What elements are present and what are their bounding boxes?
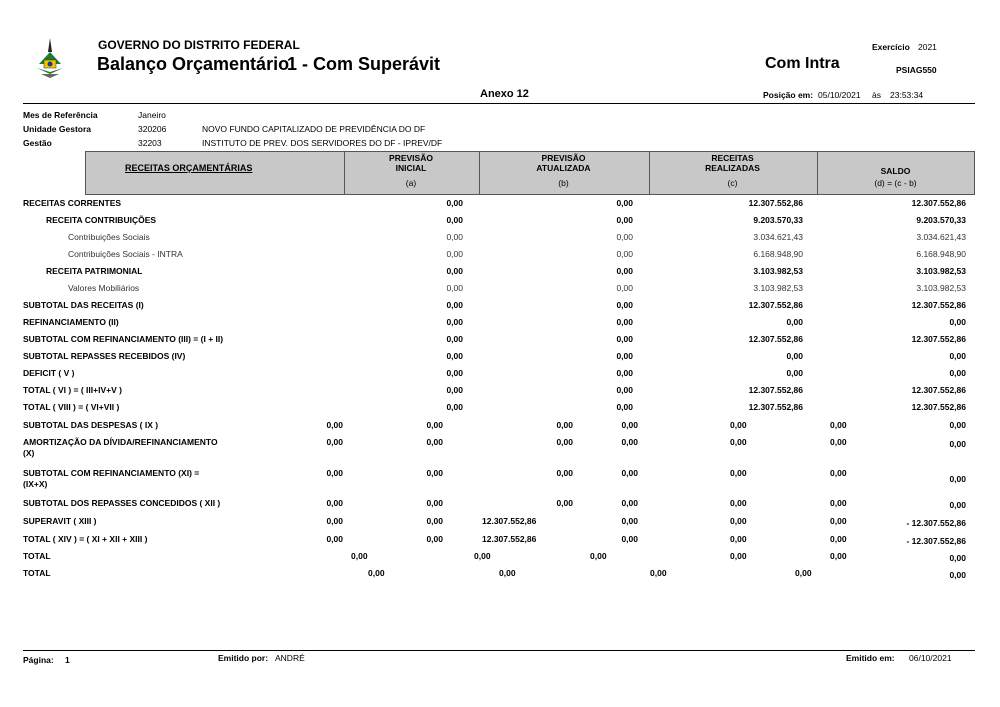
table-row [23, 468, 968, 494]
cell-v6: 0,00 [830, 498, 847, 508]
cell-c: 12.307.552,86 [748, 402, 803, 412]
gestao-label: Gestão [23, 138, 52, 148]
row-label: SUBTOTAL DOS REPASSES CONCEDIDOS ( XII ) [23, 498, 221, 508]
row-label: DEFICIT ( V ) [23, 368, 75, 378]
row-label: TOTAL [23, 551, 51, 561]
cell-v5: 0,00 [730, 468, 747, 478]
col-header-saldo-2: (d) = (c - b) [874, 178, 917, 188]
cell-v7: - 12.307.552,86 [906, 536, 966, 546]
table-row [23, 249, 968, 265]
row-label-cont: (X) [23, 448, 35, 458]
row-label: Valores Mobiliários [68, 283, 140, 293]
table-row [23, 402, 968, 418]
exercicio-label: Exercício [872, 42, 910, 52]
row-label-cont: (IX+X) [23, 479, 48, 489]
cell-v5: 0,00 [730, 534, 747, 544]
cell-c: 3.103.982,53 [753, 283, 803, 293]
row-label: RECEITA PATRIMONIAL [46, 266, 143, 276]
cell-v2: 0,00 [426, 534, 443, 544]
gestao-name: INSTITUTO DE PREV. DOS SERVIDORES DO DF - IPREV/DF [202, 138, 443, 148]
cell-v2: 0,00 [426, 498, 443, 508]
cell-v1: 0,00 [326, 420, 343, 430]
posicao-label: Posição em: [763, 90, 814, 100]
table-row [23, 266, 968, 282]
cell-v7: 0,00 [949, 474, 966, 484]
cell-v1: 0,00 [326, 498, 343, 508]
col-header-saldo-1: SALDO [880, 166, 911, 176]
cell-v3: 0,00 [650, 568, 667, 578]
table-row-total [23, 551, 968, 567]
table-row [23, 351, 968, 367]
cell-b: 0,00 [616, 283, 633, 293]
cell-v2: 0,00 [426, 437, 443, 447]
cell-d: 12.307.552,86 [911, 198, 966, 208]
cell-a: 0,00 [446, 368, 463, 378]
cell-c: 6.168.948,90 [753, 249, 803, 259]
emitido-por-value: ANDRÉ [275, 653, 305, 663]
row-label: SUPERAVIT ( XIII ) [23, 516, 97, 526]
mes-value: Janeiro [138, 110, 166, 120]
cell-b: 0,00 [616, 402, 633, 412]
cell-v2: 0,00 [426, 516, 443, 526]
cell-a: 0,00 [446, 283, 463, 293]
row-label: RECEITAS CORRENTES [23, 198, 122, 208]
row-label: AMORTIZAÇÃO DA DÍVIDA/REFINANCIAMENTO [23, 437, 218, 447]
cell-v1: 0,00 [326, 468, 343, 478]
table-row [23, 198, 968, 214]
cell-b: 0,00 [616, 249, 633, 259]
cell-v4: 0,00 [621, 437, 638, 447]
cell-v1: 0,00 [326, 516, 343, 526]
row-label: TOTAL ( XIV ) = ( XI + XII + XIII ) [23, 534, 148, 544]
unidade-label: Unidade Gestora [23, 124, 92, 134]
row-label: SUBTOTAL DAS RECEITAS (I) [23, 300, 144, 310]
emitido-em-label: Emitido em: [846, 653, 895, 663]
cell-a: 0,00 [446, 385, 463, 395]
cell-b: 0,00 [616, 317, 633, 327]
row-label: TOTAL [23, 568, 51, 578]
col-header-rec-real-2: REALIZADAS [705, 163, 760, 173]
table-row [23, 516, 968, 532]
anexo-label: Anexo 12 [480, 88, 529, 100]
gov-title: GOVERNO DO DISTRITO FEDERAL [98, 38, 300, 52]
row-label: SUBTOTAL COM REFINANCIAMENTO (III) = (I + II) [23, 334, 224, 344]
cell-v6: 0,00 [830, 468, 847, 478]
cell-b: 0,00 [616, 300, 633, 310]
row-label: RECEITA CONTRIBUIÇÕES [46, 215, 157, 225]
cell-b: 0,00 [616, 266, 633, 276]
row-label: SUBTOTAL COM REFINANCIAMENTO (XI) = [23, 468, 200, 478]
table-row [23, 300, 968, 316]
posicao-as: às [872, 90, 881, 100]
cell-v3: 0,00 [556, 420, 573, 430]
cell-v5: 0,00 [730, 498, 747, 508]
cell-d: 3.034.621,43 [916, 232, 966, 242]
report-code: PSIAG550 [896, 65, 937, 75]
cell-a: 0,00 [446, 215, 463, 225]
cell-d: 6.168.948,90 [916, 249, 966, 259]
cell-v4: 0,00 [795, 568, 812, 578]
cell-v3: 12.307.552,86 [482, 516, 537, 526]
cell-v1: 0,00 [368, 568, 385, 578]
cell-d: 9.203.570,33 [916, 215, 966, 225]
row-label: SUBTOTAL DAS DESPESAS ( IX ) [23, 420, 159, 430]
col-header-prev-atu-1: PREVISÃO [541, 153, 586, 163]
cell-c: 12.307.552,86 [748, 198, 803, 208]
cell-v6: 0,00 [830, 420, 847, 430]
cell-d: 3.103.982,53 [916, 266, 966, 276]
cell-a: 0,00 [446, 249, 463, 259]
posicao-time: 23:53:34 [890, 90, 924, 100]
cell-v3: 0,00 [590, 551, 607, 561]
col-header-rec-real-1: RECEITAS [711, 153, 754, 163]
cell-a: 0,00 [446, 351, 463, 361]
cell-v4: 0,00 [730, 551, 747, 561]
cell-v3: 0,00 [556, 437, 573, 447]
cell-v3: 12.307.552,86 [482, 534, 537, 544]
table-row [23, 534, 968, 550]
table-row [23, 283, 968, 299]
cell-v4: 0,00 [621, 468, 638, 478]
cell-v1: 0,00 [326, 534, 343, 544]
unidade-name: NOVO FUNDO CAPITALIZADO DE PREVIDÊNCIA DO DF [202, 124, 426, 134]
table-row [23, 232, 968, 248]
cell-d: 0,00 [949, 317, 966, 327]
cell-c: 0,00 [786, 368, 803, 378]
cell-v7: - 12.307.552,86 [906, 518, 966, 528]
cell-c: 9.203.570,33 [753, 215, 803, 225]
table-row [23, 215, 968, 231]
row-label: REFINANCIAMENTO (II) [23, 317, 119, 327]
cell-b: 0,00 [616, 351, 633, 361]
cell-a: 0,00 [446, 317, 463, 327]
cell-v2: 0,00 [499, 568, 516, 578]
col-header-prev-ini-3: (a) [405, 178, 417, 188]
cell-v6: 0,00 [830, 534, 847, 544]
col-header-prev-ini-2: INICIAL [395, 163, 427, 173]
cell-c: 0,00 [786, 351, 803, 361]
col-header-prev-atu-3: (b) [558, 178, 569, 188]
cell-v3: 0,00 [556, 468, 573, 478]
cell-v6: 0,00 [830, 437, 847, 447]
cell-v4: 0,00 [621, 420, 638, 430]
row-label: TOTAL ( VI ) = ( III+IV+V ) [23, 385, 122, 395]
row-label: Contribuições Sociais [68, 232, 150, 242]
report-title: Balanço Orçamentário [97, 54, 290, 74]
cell-a: 0,00 [446, 300, 463, 310]
table-row [23, 317, 968, 333]
cell-v7: 0,00 [949, 420, 966, 430]
cell-a: 0,00 [446, 198, 463, 208]
pagina-label: Página: [23, 655, 54, 665]
cell-c: 0,00 [786, 317, 803, 327]
emitido-em-value: 06/10/2021 [909, 653, 952, 663]
cell-a: 0,00 [446, 232, 463, 242]
cell-v6: 0,00 [949, 553, 966, 563]
header-divider [23, 103, 975, 104]
cell-v3: 0,00 [556, 498, 573, 508]
cell-d: 12.307.552,86 [911, 402, 966, 412]
cell-b: 0,00 [616, 368, 633, 378]
cell-v2: 0,00 [426, 468, 443, 478]
cell-d: 12.307.552,86 [911, 385, 966, 395]
cell-v6: 0,00 [830, 516, 847, 526]
cell-v5: 0,00 [730, 516, 747, 526]
table-row [23, 368, 968, 384]
report-subtitle: 1 - Com Superávit [287, 54, 441, 74]
cell-v7: 0,00 [949, 500, 966, 510]
table-row [23, 385, 968, 401]
cell-c: 3.103.982,53 [753, 266, 803, 276]
cell-c: 12.307.552,86 [748, 300, 803, 310]
cell-b: 0,00 [616, 198, 633, 208]
col-header-receitas: RECEITAS ORÇAMENTÁRIAS [125, 163, 253, 173]
table-row [23, 420, 968, 436]
cell-b: 0,00 [616, 334, 633, 344]
cell-v5: 0,00 [730, 420, 747, 430]
table-row [23, 334, 968, 350]
cell-b: 0,00 [616, 385, 633, 395]
cell-d: 12.307.552,86 [911, 300, 966, 310]
col-header-prev-ini-1: PREVISÃO [389, 153, 433, 163]
cell-b: 0,00 [616, 215, 633, 225]
table-row [23, 437, 968, 463]
cell-v5: 0,00 [730, 437, 747, 447]
cell-a: 0,00 [446, 402, 463, 412]
posicao-date: 05/10/2021 [818, 90, 861, 100]
pagina-value: 1 [65, 655, 70, 665]
cell-d: 0,00 [949, 351, 966, 361]
cell-d: 0,00 [949, 368, 966, 378]
cell-c: 3.034.621,43 [753, 232, 803, 242]
col-header-rec-real-3: (c) [727, 178, 738, 188]
mes-label: Mes de Referência [23, 110, 98, 120]
exercicio-value: 2021 [918, 42, 937, 52]
emitido-por-label: Emitido por: [218, 653, 269, 663]
cell-v4: 0,00 [621, 534, 638, 544]
cell-a: 0,00 [446, 266, 463, 276]
table-row-total [23, 568, 968, 584]
cell-d: 12.307.552,86 [911, 334, 966, 344]
footer-divider [23, 650, 975, 651]
cell-b: 0,00 [616, 232, 633, 242]
row-label: SUBTOTAL REPASSES RECEBIDOS (IV) [23, 351, 186, 361]
com-intra-label: Com Intra [765, 55, 840, 72]
cell-v2: 0,00 [426, 420, 443, 430]
cell-v4: 0,00 [621, 516, 638, 526]
unidade-code: 320206 [138, 124, 167, 134]
row-label: TOTAL ( VIII ) = ( VI+VII ) [23, 402, 120, 412]
cell-v2: 0,00 [474, 551, 491, 561]
cell-d: 3.103.982,53 [916, 283, 966, 293]
cell-v4: 0,00 [621, 498, 638, 508]
cell-a: 0,00 [446, 334, 463, 344]
col-header-prev-atu-2: ATUALIZADA [536, 163, 591, 173]
gestao-code: 32203 [138, 138, 162, 148]
cell-c: 12.307.552,86 [748, 334, 803, 344]
table-row [23, 498, 968, 514]
cell-c: 12.307.552,86 [748, 385, 803, 395]
cell-v7: 0,00 [949, 439, 966, 449]
cell-v5: 0,00 [949, 570, 966, 580]
cell-v5: 0,00 [830, 551, 847, 561]
gdf-logo [35, 38, 65, 82]
cell-v1: 0,00 [326, 437, 343, 447]
cell-v1: 0,00 [351, 551, 368, 561]
row-label: Contribuições Sociais - INTRA [68, 249, 183, 259]
